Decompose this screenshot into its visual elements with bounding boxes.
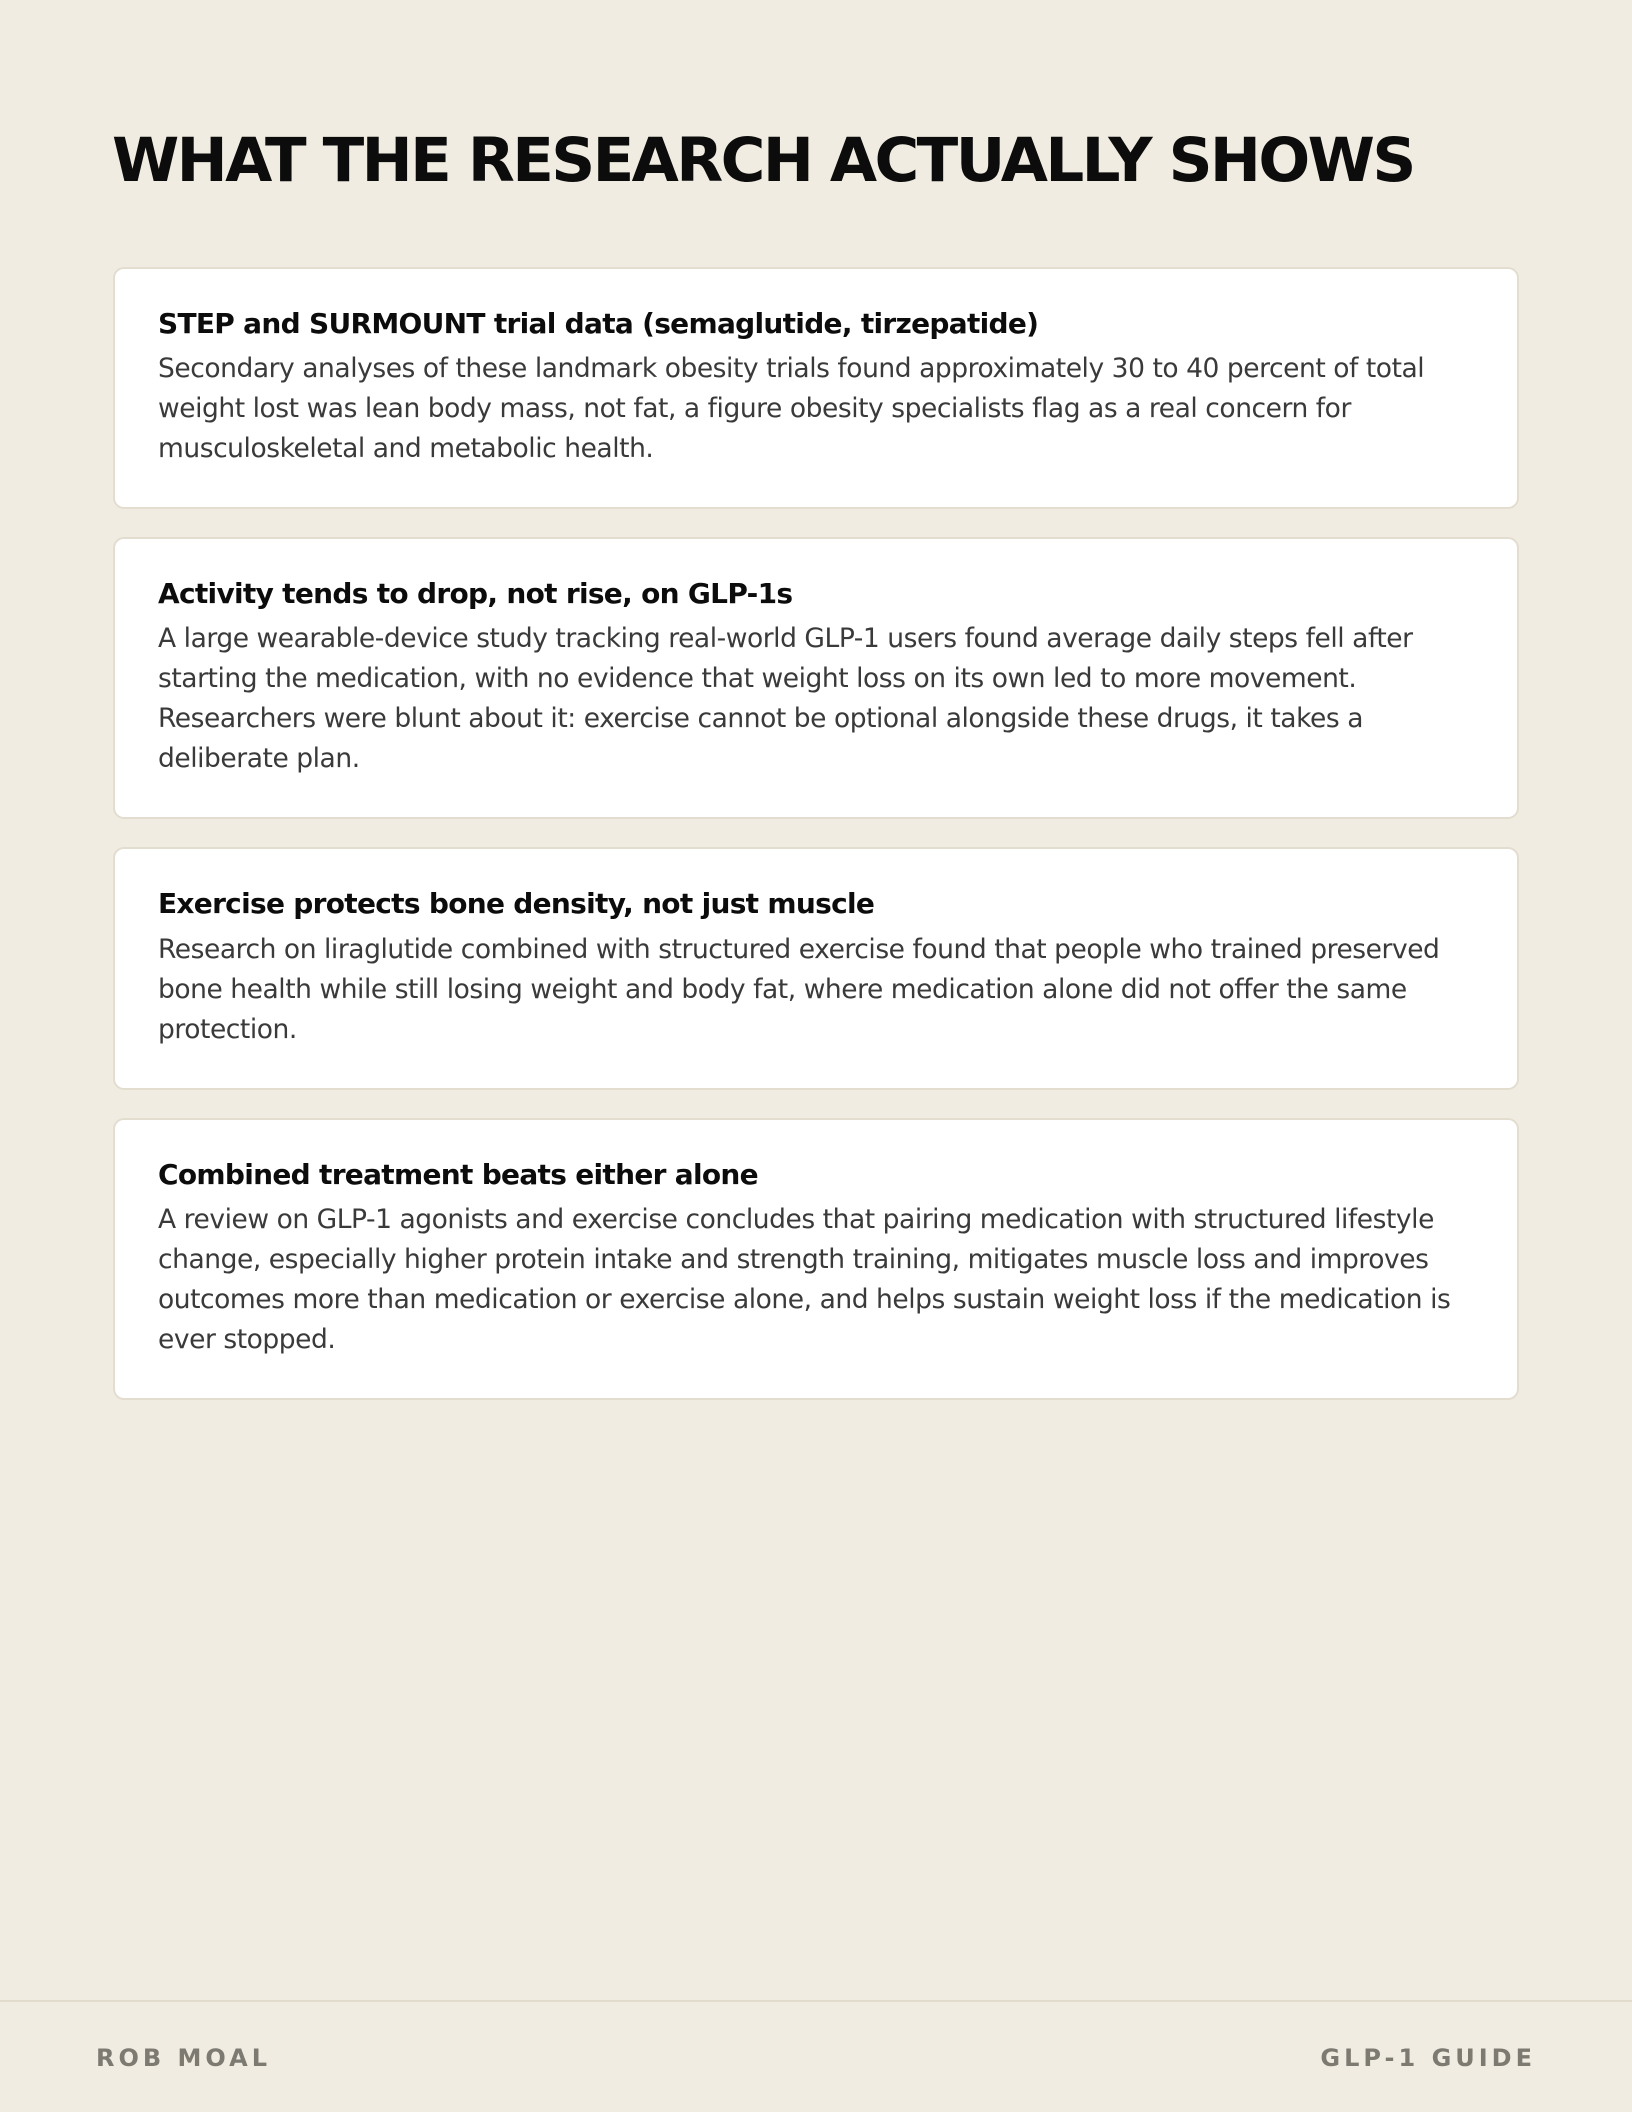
page-footer: [0, 2000, 1632, 2112]
card-body: Secondary analyses of these landmark obesity trials found approximately 30 to 40 percent of total weight lost was lean body mass, not fat, a figure obesity specialists flag as a real concern for musculoskeletal and metabolic health.: [158, 353, 1425, 465]
footer-author: ROB MOAL: [96, 2044, 272, 2072]
research-card-combined-treatment: [113, 1118, 1519, 1400]
card-body: A large wearable-device study tracking real-world GLP-1 users found average daily steps fell after starting the medication, with no evidence that weight loss on its own led to more movement. Researchers were blunt about it: exercise cannot be optional alongside these drugs, it takes a deliberate plan.: [158, 623, 1413, 775]
card-title: Exercise protects bone density, not just muscle: [158, 887, 875, 921]
card-title: STEP and SURMOUNT trial data (semaglutide, tirzepatide): [158, 307, 1039, 340]
page-title: WHAT THE RESEARCH ACTUALLY SHOWS: [112, 125, 1414, 196]
research-card-step-surmount: [113, 267, 1519, 509]
footer-guide-name: GLP-1 GUIDE: [1320, 2044, 1536, 2072]
card-title: Combined treatment beats either alone: [158, 1157, 758, 1191]
research-card-bone-density: [113, 847, 1519, 1089]
research-card-list: [113, 267, 1519, 1428]
research-card-activity: [113, 537, 1519, 819]
card-title: Activity tends to drop, not rise, on GLP-1s: [158, 577, 793, 611]
card-body: Research on liraglutide combined with structured exercise found that people who trained preserved bone health while still losing weight and body fat, where medication alone did not offer the same protection.: [158, 933, 1440, 1045]
card-body: A review on GLP-1 agonists and exercise concludes that pairing medication with structured lifestyle change, especially higher protein intake and strength training, mitigates muscle loss and improves outcomes more than medication or exercise alone, and helps sustain weight loss if the medication is ever stopped.: [158, 1203, 1451, 1355]
